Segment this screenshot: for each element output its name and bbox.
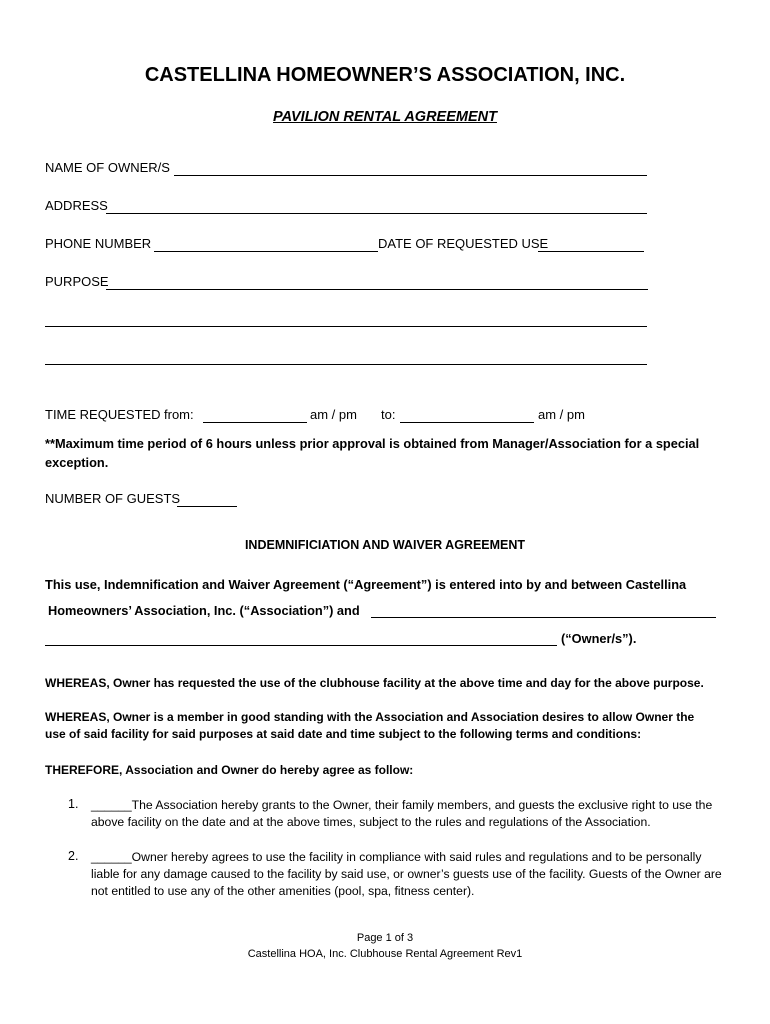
agreement-heading: INDEMNIFICIATION AND WAIVER AGREEMENT xyxy=(244,538,526,552)
time-from-label: from: xyxy=(164,407,194,422)
phone-label: PHONE NUMBER xyxy=(45,236,152,251)
list-item-number: 2. xyxy=(68,849,79,863)
whereas-clause-1: WHEREAS, Owner has requested the use of the clubhouse facility at the above time and day for the above purpose. xyxy=(45,676,704,690)
document-title: CASTELLINA HOMEOWNER’S ASSOCIATION, INC. xyxy=(144,64,626,86)
max-time-note: **Maximum time period of 6 hours unless prior approval is obtained from Manager/Association for a special exception. xyxy=(45,436,700,470)
time-to-label: to: xyxy=(381,407,396,422)
list-item: ______The Association hereby grants to the Owner, their family members, and guests the exclusive right to use the above facility on the date and at the above times, subject to the rules and regulations of the Association. xyxy=(91,798,713,829)
owner-name-field[interactable] xyxy=(174,175,647,176)
agreement-owner-field[interactable] xyxy=(45,645,557,646)
time-requested-label: TIME REQUESTED xyxy=(45,407,161,422)
time-from-ampm: am / pm xyxy=(310,407,357,422)
list-item-number: 1. xyxy=(68,797,79,811)
therefore-clause: THEREFORE, Association and Owner do hereby agree as follow: xyxy=(45,763,414,777)
purpose-field-line-2[interactable] xyxy=(45,326,647,327)
document-subtitle: PAVILION RENTAL AGREEMENT xyxy=(273,109,497,125)
purpose-field-line-3[interactable] xyxy=(45,364,647,365)
purpose-field[interactable] xyxy=(106,289,648,290)
list-item: ______Owner hereby agrees to use the facility in compliance with said rules and regulations and to be personally liable for any damage caused to the facility by said use, or owner’s guests use of the facility. Guests of the Owner are not entitled to use any of the other amenities (pool, spa, fitness center). xyxy=(91,850,722,898)
agreement-intro-line2: Homeowners’ Association, Inc. (“Association”) and xyxy=(48,603,360,618)
guests-label: NUMBER OF GUESTS xyxy=(45,491,181,506)
phone-field[interactable] xyxy=(154,251,378,252)
time-to-field[interactable] xyxy=(400,422,534,423)
whereas-clause-2: WHEREAS, Owner is a member in good standing with the Association and Association desires to allow Owner the use of said facility for said purposes at said date and time subject to the following terms and conditions: xyxy=(45,710,695,741)
owner-name-label: NAME OF OWNER/S xyxy=(45,160,170,175)
agreement-party-field[interactable] xyxy=(371,617,716,618)
owner-term: (“Owner/s”). xyxy=(561,631,637,646)
page-number: Page 1 of 3 xyxy=(356,932,414,944)
purpose-label: PURPOSE xyxy=(45,274,109,289)
footer-doc-name: Castellina HOA, Inc. Clubhouse Rental Agreement Rev1 xyxy=(247,948,523,960)
date-field[interactable] xyxy=(538,251,644,252)
guests-field[interactable] xyxy=(177,506,237,507)
time-from-field[interactable] xyxy=(203,422,307,423)
address-label: ADDRESS xyxy=(45,198,108,213)
time-to-ampm: am / pm xyxy=(538,407,585,422)
address-field[interactable] xyxy=(106,213,647,214)
date-label: DATE OF REQUESTED USE xyxy=(378,236,549,251)
agreement-intro-line1: This use, Indemnification and Waiver Agreement (“Agreement”) is entered into by and between Castellina xyxy=(45,577,687,592)
